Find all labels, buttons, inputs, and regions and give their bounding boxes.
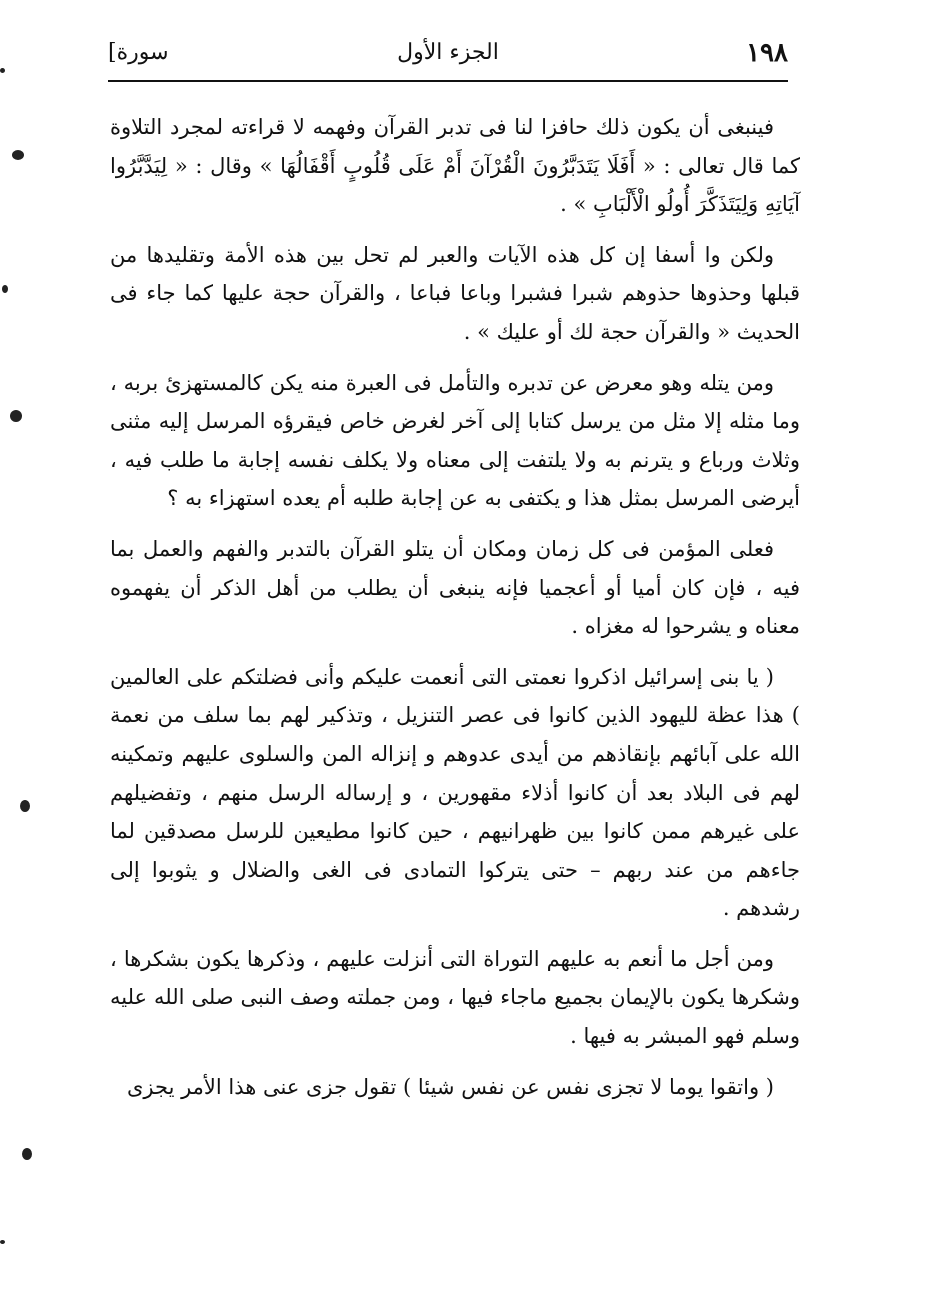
page-header	[108, 36, 788, 82]
page-number: ١٩٨	[746, 38, 788, 68]
scan-speck	[22, 1148, 32, 1160]
scan-speck	[0, 1240, 5, 1244]
paragraph: ومن يتله وهو معرض عن تدبره والتأمل فى العبرة منه يكن كالمستهزئ بربه ، وما مثله إلا مثل من يرسل كتابا إلى آخر لغرض خاص فيقرؤه المرسل إليه مثنى وثلاث ورباع و يترنم به ولا يلتفت إلى معناه ولا يكلف نفسه إجابة ما طلب فيه ، أيرضى المرسل بمثل هذا و يكتفى به عن إجابة طلبه أم يعده استهزاء به ؟	[110, 370, 800, 511]
paragraph: ومن أجل ما أنعم به عليهم التوراة التى أنزلت عليهم ، وذكرها يكون بشكرها ، وشكرها يكون بالإيمان بجميع ماجاء فيها ، ومن جملته وصف النبى صلى الله عليه وسلم فهو المبشر به فيها .	[110, 946, 800, 1049]
part-title: الجزء الأول	[397, 40, 499, 65]
scan-speck	[12, 150, 24, 160]
scan-speck	[10, 410, 22, 422]
scan-speck	[2, 285, 8, 293]
paragraph: ( يا بنى إسرائيل اذكروا نعمتى التى أنعمت عليكم وأنى فضلتكم على العالمين ) هذا عظة لليهود الذين كانوا فى عصر التنزيل ، وتذكير لهم بما سلف من نعمة الله على آبائهم بإنقاذهم من أيدى عدوهم و إنزاله المن والسلوى عليهم وتمكينه لهم فى البلاد بعد أن كانوا أذلاء مقهورين ، و إرساله الرسل منهم ، وتفضيلهم على غيرهم ممن كانوا بين ظهرانيهم ، حين كانوا مطيعين للرسل مصدقين لما جاءهم من عند ربهم – حتى يتركوا التمادى فى الغى والضلال و يثوبوا إلى رشدهم .	[110, 664, 800, 921]
scan-speck	[20, 800, 30, 812]
paragraph: فعلى المؤمن فى كل زمان ومكان أن يتلو القرآن بالتدبر والفهم والعمل بما فيه ، فإن كان أميا أو أعجميا فإنه ينبغى أن يطلب من أهل الذكر أن يفهموه معناه و يشرحوا له مغزاه .	[110, 536, 800, 639]
page-body	[110, 108, 800, 1118]
surah-label: [سورة	[108, 40, 169, 65]
scan-speck	[0, 68, 5, 73]
paragraph: ولكن وا أسفا إن كل هذه الآيات والعبر لم تحل بين هذه الأمة وتقليدها من قبلها وحذوها حذوهم شبرا فشبرا وباعا فباعا ، والقرآن حجة عليها كما جاء فى الحديث « والقرآن حجة لك أو عليك » .	[110, 242, 800, 344]
paragraph: فينبغى أن يكون ذلك حافزا لنا فى تدبر القرآن وفهمه لا قراءته لمجرد التلاوة كما قال تعالى : « أَفَلَا يَتَدَبَّرُونَ الْقُرْآنَ أَمْ عَلَى قُلُوبٍ أَقْفَالُهَا » وقال : « لِيَدَّبَّرُوا آيَاتِهِ وَلِيَتَذَكَّرَ أُولُو الْأَلْبَابِ » .	[110, 115, 800, 217]
paragraph: ( واتقوا يوما لا تجزى نفس عن نفس شيئا ) تقول جزى عنى هذا الأمر يجزى	[126, 1074, 774, 1099]
